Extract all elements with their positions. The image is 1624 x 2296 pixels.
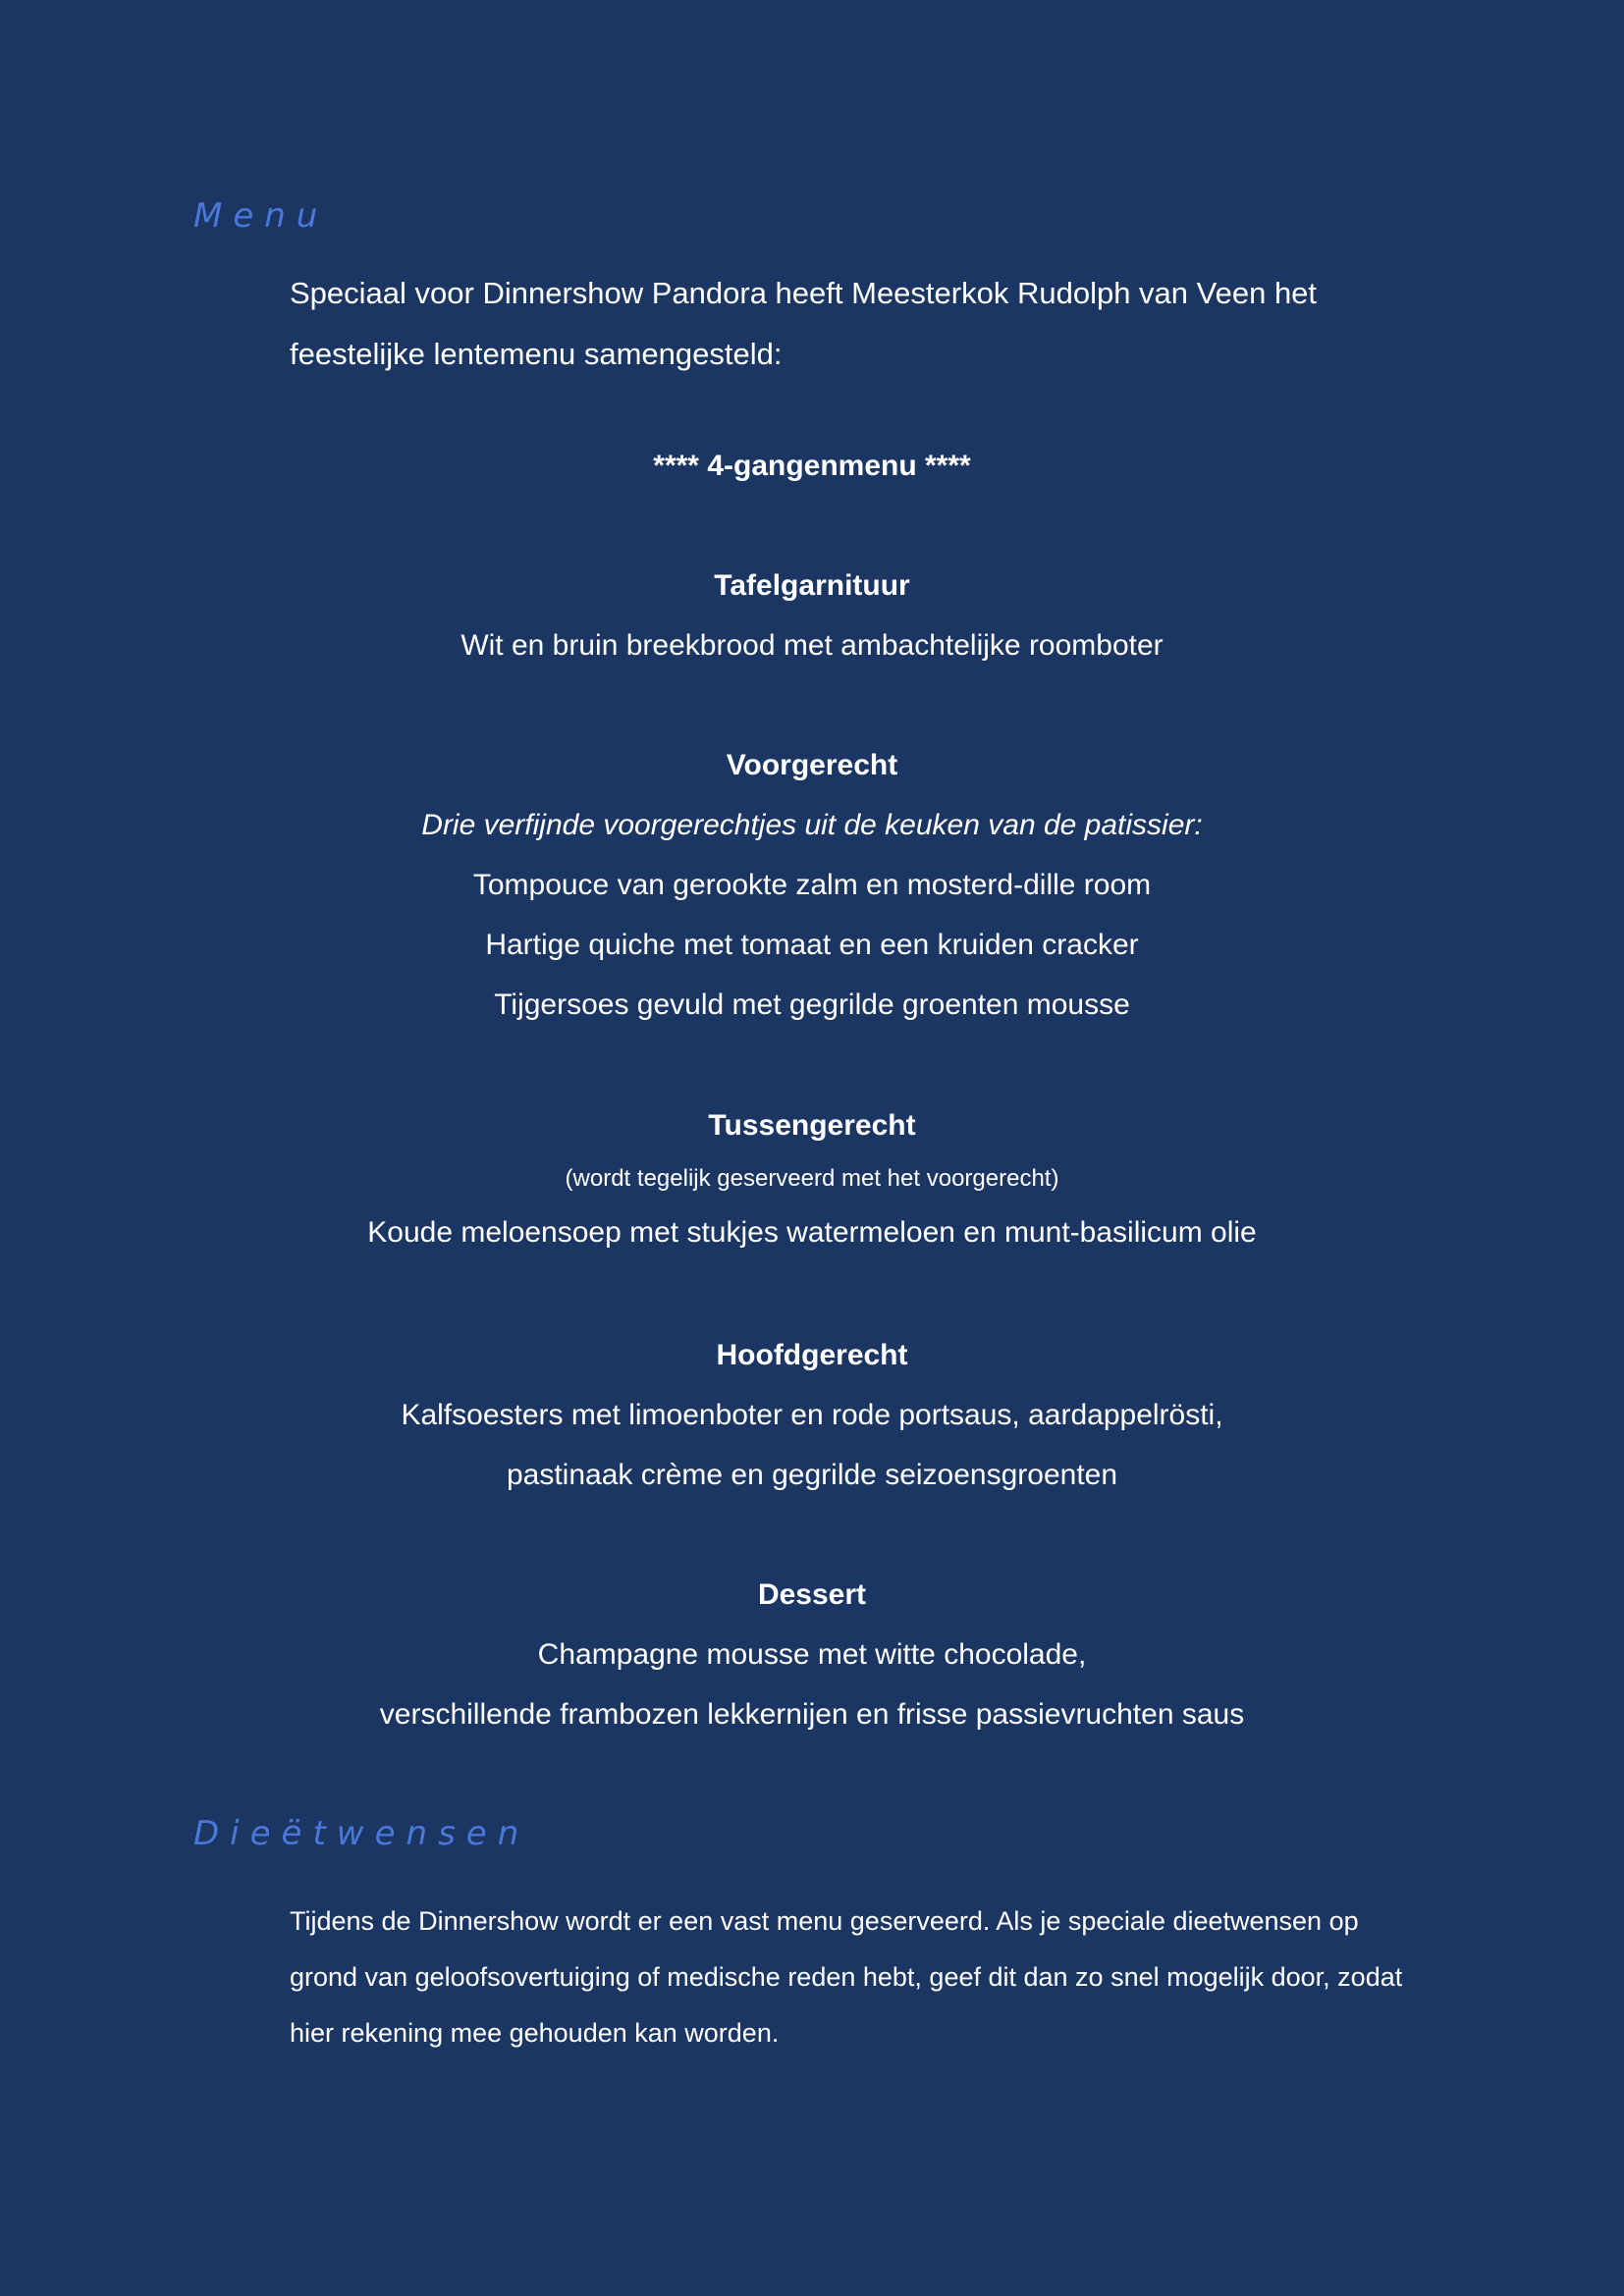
diet-text: Tijdens de Dinnershow wordt er een vast menu geserveerd. Als je speciale dieetwensen op grond van geloofsovertuiging of medische reden hebt, geef dit dan zo snel mogelijk door, zodat hier rekening mee gehouden kan worden. [290, 1906, 1403, 2048]
course-tafelgarnituur [0, 556, 1624, 675]
course-voorgerecht [0, 735, 1624, 1035]
course-title: Dessert [757, 1578, 867, 1611]
course-item: verschillende frambozen lekkernijen en frisse passievruchten saus [379, 1698, 1245, 1731]
course-item: Tijgersoes gevuld met gegrilde groenten mousse [494, 988, 1130, 1021]
course-item: Champagne mousse met witte chocolade, [537, 1638, 1087, 1671]
course-item: Kalfsoesters met limoenboter en rode portsaus, aardappelrösti, [401, 1399, 1223, 1431]
course-hoofdgerecht [0, 1325, 1624, 1505]
menu-intro: Speciaal voor Dinnershow Pandora heeft Meesterkok Rudolph van Veen het feestelijke lentemenu samengesteld: [290, 276, 1318, 371]
course-item: Hartige quiche met tomaat en een kruiden cracker [485, 929, 1139, 961]
course-item: pastinaak crème en gegrilde seizoensgroenten [506, 1459, 1118, 1491]
course-dessert [0, 1565, 1624, 1744]
course-title: Tussengerecht [708, 1109, 916, 1142]
menu-banner: **** 4-gangenmenu **** [653, 450, 971, 482]
menu-banner-block [0, 436, 1624, 496]
course-item: Tompouce van gerookte zalm en mosterd-dille room [472, 869, 1152, 901]
menu-heading: Menu [193, 196, 329, 236]
course-tussengerecht [0, 1095, 1624, 1262]
course-note: (wordt tegelijk geserveerd met het voorgerecht) [565, 1165, 1059, 1192]
course-subtitle: Drie verfijnde voorgerechtjes uit de keuken van de patissier: [421, 809, 1203, 841]
course-item: Koude meloensoep met stukjes watermeloen en munt-basilicum olie [367, 1216, 1257, 1249]
course-title: Voorgerecht [726, 749, 898, 781]
course-title: Hoofdgerecht [716, 1339, 908, 1371]
course-item: Wit en bruin breekbrood met ambachtelijke roomboter [460, 629, 1164, 662]
diet-heading: Dieëtwensen [193, 1814, 530, 1853]
course-title: Tafelgarnituur [714, 569, 910, 602]
